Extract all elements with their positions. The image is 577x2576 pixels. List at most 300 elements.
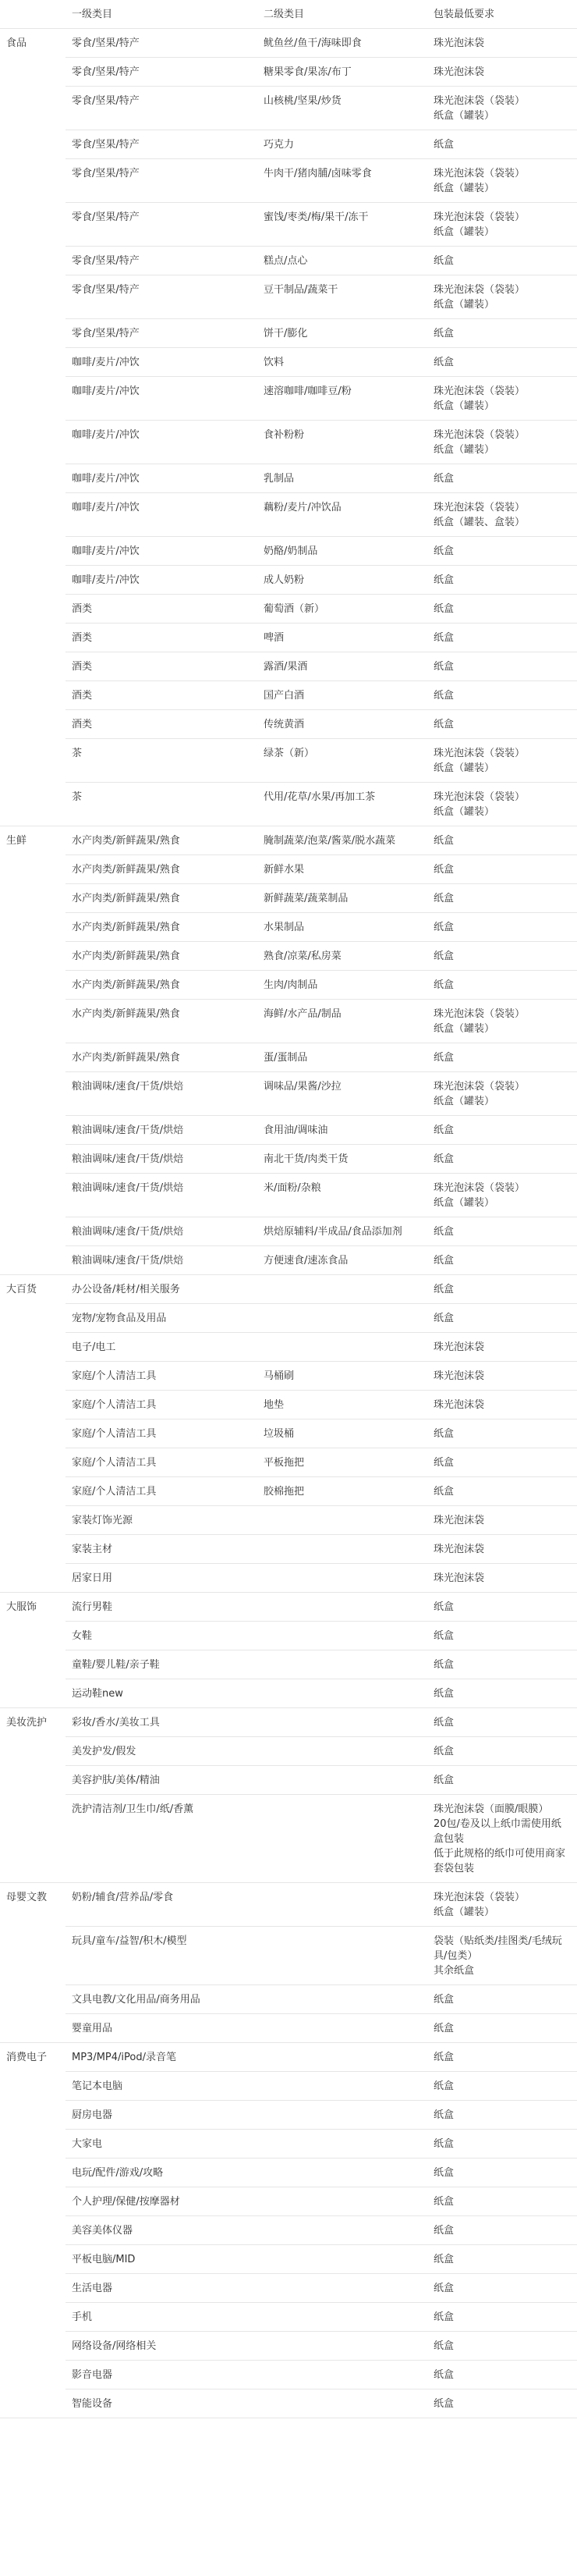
table-row: [0, 464, 577, 493]
level1-cell: 家装主材: [65, 1535, 257, 1564]
table-row: [0, 2014, 577, 2043]
level1-cell: 粮油调味/速食/干货/烘焙: [65, 1174, 257, 1217]
level1-cell: 酒类: [65, 681, 257, 710]
level1-cell: 流行男鞋: [65, 1593, 257, 1622]
level2-cell: 调味品/果酱/沙拉: [257, 1072, 427, 1116]
level1-cell: 咖啡/麦片/冲饮: [65, 566, 257, 595]
level1-cell: 办公设备/耗材/相关服务: [65, 1275, 257, 1304]
level2-cell: 方便速食/速冻食品: [257, 1246, 427, 1275]
level1-cell: 文具电教/文化用品/商务用品: [65, 1985, 257, 2014]
packaging-cell: 纸盒: [427, 971, 577, 1000]
table-row: [0, 319, 577, 348]
packaging-cell: 纸盒: [427, 710, 577, 739]
level2-cell: [257, 2332, 427, 2361]
level1-cell: 零食/坚果/特产: [65, 159, 257, 203]
table-row: [0, 1275, 577, 1304]
table-row: [0, 913, 577, 942]
level2-cell: [257, 2303, 427, 2332]
table-row: [0, 493, 577, 537]
level1-cell: 美发护发/假发: [65, 1737, 257, 1766]
table-row: [0, 58, 577, 87]
level2-cell: [257, 2101, 427, 2130]
level2-cell: [257, 2043, 427, 2072]
table-row: [0, 1217, 577, 1246]
table-row: [0, 1535, 577, 1564]
packaging-cell: 珠光泡沫袋（袋装） 纸盒（罐装）: [427, 783, 577, 826]
level2-cell: 国产白酒: [257, 681, 427, 710]
category-cell: 食品: [0, 29, 65, 826]
level1-cell: 网络设备/网络相关: [65, 2332, 257, 2361]
level2-cell: 水果制品: [257, 913, 427, 942]
packaging-cell: 纸盒: [427, 913, 577, 942]
level2-cell: [257, 1708, 427, 1737]
packaging-cell: 纸盒: [427, 2332, 577, 2361]
packaging-cell: 纸盒: [427, 464, 577, 493]
packaging-cell: 纸盒: [427, 1246, 577, 1275]
category-cell: 大百货: [0, 1275, 65, 1593]
table-row: [0, 1622, 577, 1650]
level2-cell: [257, 1766, 427, 1795]
level1-cell: 家装灯饰光源: [65, 1506, 257, 1535]
level1-cell: 水产肉类/新鲜蔬果/熟食: [65, 1043, 257, 1072]
level1-cell: 零食/坚果/特产: [65, 275, 257, 319]
level1-cell: 个人护理/保健/按摩器材: [65, 2187, 257, 2216]
packaging-cell: 珠光泡沫袋: [427, 29, 577, 58]
packaging-cell: 纸盒: [427, 1275, 577, 1304]
level1-cell: 美容美体仪器: [65, 2216, 257, 2245]
level1-cell: 女鞋: [65, 1622, 257, 1650]
level2-cell: 食补粉粉: [257, 421, 427, 464]
level2-cell: 平板拖把: [257, 1448, 427, 1477]
level2-cell: 代用/花草/水果/再加工茶: [257, 783, 427, 826]
level1-cell: 厨房电器: [65, 2101, 257, 2130]
table-row: [0, 2361, 577, 2389]
packaging-cell: 珠光泡沫袋（袋装） 纸盒（罐装）: [427, 421, 577, 464]
level2-cell: 成人奶粉: [257, 566, 427, 595]
level1-cell: 咖啡/麦片/冲饮: [65, 377, 257, 421]
level2-cell: 生肉/肉制品: [257, 971, 427, 1000]
packaging-cell: 珠光泡沫袋（面膜/眼膜） 20包/卷及以上纸巾需使用纸盒包装 低于此规格的纸巾可使用商家套袋包装: [427, 1795, 577, 1883]
table-row: [0, 275, 577, 319]
packaging-cell: 纸盒: [427, 884, 577, 913]
table-row: [0, 1391, 577, 1419]
level1-cell: 酒类: [65, 652, 257, 681]
level2-cell: 饼干/膨化: [257, 319, 427, 348]
packaging-cell: 纸盒: [427, 1043, 577, 1072]
level2-cell: 啤酒: [257, 624, 427, 652]
level1-cell: 家庭/个人清洁工具: [65, 1419, 257, 1448]
level1-cell: 家庭/个人清洁工具: [65, 1391, 257, 1419]
level2-cell: [257, 1275, 427, 1304]
level2-cell: [257, 1927, 427, 1985]
packaging-cell: 珠光泡沫袋（袋装） 纸盒（罐装）: [427, 739, 577, 783]
table-row: [0, 2101, 577, 2130]
table-row: [0, 884, 577, 913]
packaging-cell: 纸盒: [427, 1116, 577, 1145]
level1-cell: 酒类: [65, 710, 257, 739]
level2-cell: 南北干货/肉类干货: [257, 1145, 427, 1174]
level1-cell: 家庭/个人清洁工具: [65, 1477, 257, 1506]
level2-cell: 地垫: [257, 1391, 427, 1419]
level1-cell: 咖啡/麦片/冲饮: [65, 537, 257, 566]
level1-cell: 零食/坚果/特产: [65, 319, 257, 348]
table-row: [0, 2072, 577, 2101]
packaging-cell: 纸盒: [427, 2043, 577, 2072]
table-row: [0, 783, 577, 826]
level1-cell: 平板电脑/MID: [65, 2245, 257, 2274]
table-row: [0, 681, 577, 710]
level2-cell: 绿茶（新）: [257, 739, 427, 783]
level1-cell: 零食/坚果/特产: [65, 87, 257, 130]
level2-cell: [257, 2245, 427, 2274]
table-row: [0, 2303, 577, 2332]
packaging-cell: 纸盒: [427, 2130, 577, 2159]
packaging-cell: 纸盒: [427, 1708, 577, 1737]
packaging-cell: 纸盒: [427, 1737, 577, 1766]
table-row: [0, 1145, 577, 1174]
table-row: [0, 566, 577, 595]
table-row: [0, 2389, 577, 2418]
level2-cell: 豆干制品/蔬菜干: [257, 275, 427, 319]
level1-cell: 零食/坚果/特产: [65, 29, 257, 58]
level1-cell: 咖啡/麦片/冲饮: [65, 348, 257, 377]
level1-cell: 零食/坚果/特产: [65, 247, 257, 275]
level2-cell: 米/面粉/杂粮: [257, 1174, 427, 1217]
table-row: [0, 203, 577, 247]
level2-cell: 垃圾桶: [257, 1419, 427, 1448]
table-row: [0, 971, 577, 1000]
table-row: [0, 1564, 577, 1593]
packaging-cell: 珠光泡沫袋（袋装） 纸盒（罐装）: [427, 377, 577, 421]
table-row: [0, 1927, 577, 1985]
table-row: [0, 1174, 577, 1217]
level1-cell: 咖啡/麦片/冲饮: [65, 493, 257, 537]
table-row: [0, 1477, 577, 1506]
table-row: [0, 2274, 577, 2303]
level1-cell: 运动鞋new: [65, 1679, 257, 1708]
table-row: [0, 1304, 577, 1333]
level2-cell: 葡萄酒（新）: [257, 595, 427, 624]
level2-cell: [257, 2130, 427, 2159]
table-row: [0, 855, 577, 884]
table-row: [0, 1246, 577, 1275]
level1-cell: 家庭/个人清洁工具: [65, 1448, 257, 1477]
table-row: [0, 826, 577, 855]
level1-cell: 水产肉类/新鲜蔬果/熟食: [65, 971, 257, 1000]
level2-cell: 蜜饯/枣类/梅/果干/冻干: [257, 203, 427, 247]
table-row: [0, 1795, 577, 1883]
level2-cell: 乳制品: [257, 464, 427, 493]
packaging-cell: 袋装（贴纸类/挂图类/毛绒玩具/包类） 其余纸盒: [427, 1927, 577, 1985]
table-row: [0, 1043, 577, 1072]
table-row: [0, 1000, 577, 1043]
level2-cell: [257, 1506, 427, 1535]
level2-cell: [257, 1650, 427, 1679]
level2-cell: 鱿鱼丝/鱼干/海味即食: [257, 29, 427, 58]
table-row: [0, 1883, 577, 1927]
level1-cell: 玩具/童车/益智/积木/模型: [65, 1927, 257, 1985]
table-row: [0, 1362, 577, 1391]
level2-cell: 传统黄酒: [257, 710, 427, 739]
level2-cell: 胶棉拖把: [257, 1477, 427, 1506]
table-row: [0, 2159, 577, 2187]
category-cell: 消费电子: [0, 2043, 65, 2418]
packaging-cell: 纸盒: [427, 348, 577, 377]
level2-cell: [257, 1304, 427, 1333]
packaging-cell: 珠光泡沫袋: [427, 1564, 577, 1593]
level1-cell: 居家日用: [65, 1564, 257, 1593]
table-row: [0, 1448, 577, 1477]
level2-cell: [257, 2014, 427, 2043]
level1-cell: 茶: [65, 783, 257, 826]
level2-cell: 蛋/蛋制品: [257, 1043, 427, 1072]
packaging-cell: 纸盒: [427, 1766, 577, 1795]
packaging-cell: 纸盒: [427, 624, 577, 652]
table-row: [0, 87, 577, 130]
packaging-cell: 纸盒: [427, 1145, 577, 1174]
packaging-cell: 纸盒: [427, 2361, 577, 2389]
level2-cell: [257, 1737, 427, 1766]
level2-cell: 烘焙原辅料/半成品/食品添加剂: [257, 1217, 427, 1246]
table-row: [0, 1116, 577, 1145]
table-row: [0, 1419, 577, 1448]
header-packaging: 包装最低要求: [427, 0, 577, 29]
level2-cell: 藕粉/麦片/冲饮品: [257, 493, 427, 537]
category-cell: 美妆洗护: [0, 1708, 65, 1883]
level1-cell: 粮油调味/速食/干货/烘焙: [65, 1145, 257, 1174]
table-row: [0, 739, 577, 783]
packaging-cell: 纸盒: [427, 855, 577, 884]
table-row: [0, 1679, 577, 1708]
packaging-cell: 珠光泡沫袋: [427, 1362, 577, 1391]
level2-cell: 牛肉干/猪肉脯/卤味零食: [257, 159, 427, 203]
level1-cell: 粮油调味/速食/干货/烘焙: [65, 1246, 257, 1275]
level1-cell: 水产肉类/新鲜蔬果/熟食: [65, 884, 257, 913]
packaging-cell: 纸盒: [427, 681, 577, 710]
level1-cell: 零食/坚果/特产: [65, 58, 257, 87]
packaging-cell: 纸盒: [427, 2216, 577, 2245]
level1-cell: 零食/坚果/特产: [65, 203, 257, 247]
packaging-cell: 珠光泡沫袋（袋装） 纸盒（罐装）: [427, 275, 577, 319]
packaging-cell: 纸盒: [427, 319, 577, 348]
packaging-cell: 珠光泡沫袋（袋装） 纸盒（罐装）: [427, 87, 577, 130]
table-row: [0, 652, 577, 681]
level2-cell: 糖果零食/果冻/布丁: [257, 58, 427, 87]
level1-cell: 零食/坚果/特产: [65, 130, 257, 159]
packaging-cell: 纸盒: [427, 130, 577, 159]
level1-cell: 美容护肤/美体/精油: [65, 1766, 257, 1795]
level2-cell: 食用油/调味油: [257, 1116, 427, 1145]
level1-cell: 洗护清洁剂/卫生巾/纸/香薰: [65, 1795, 257, 1883]
packaging-cell: 珠光泡沫袋: [427, 1506, 577, 1535]
level2-cell: [257, 1593, 427, 1622]
level1-cell: 彩妆/香水/美妆工具: [65, 1708, 257, 1737]
packaging-cell: 纸盒: [427, 2245, 577, 2274]
packaging-cell: 珠光泡沫袋（袋装） 纸盒（罐装）: [427, 1174, 577, 1217]
packaging-cell: 纸盒: [427, 2274, 577, 2303]
level1-cell: 家庭/个人清洁工具: [65, 1362, 257, 1391]
level2-cell: [257, 1985, 427, 2014]
category-cell: 母婴文教: [0, 1883, 65, 2043]
level1-cell: 咖啡/麦片/冲饮: [65, 464, 257, 493]
level1-cell: 水产肉类/新鲜蔬果/熟食: [65, 942, 257, 971]
level2-cell: [257, 2274, 427, 2303]
packaging-cell: 纸盒: [427, 2014, 577, 2043]
level2-cell: [257, 2216, 427, 2245]
level2-cell: [257, 1333, 427, 1362]
level2-cell: 山核桃/坚果/炒货: [257, 87, 427, 130]
table-row: [0, 1650, 577, 1679]
level2-cell: [257, 1622, 427, 1650]
table-row: [0, 2216, 577, 2245]
table-row: [0, 2043, 577, 2072]
table-row: [0, 377, 577, 421]
table-row: [0, 1766, 577, 1795]
table-row: [0, 624, 577, 652]
packaging-cell: 纸盒: [427, 1622, 577, 1650]
header-category: [0, 0, 65, 29]
level2-cell: 新鲜水果: [257, 855, 427, 884]
packaging-cell: 纸盒: [427, 1217, 577, 1246]
packaging-cell: 纸盒: [427, 2072, 577, 2101]
packaging-cell: 纸盒: [427, 1448, 577, 1477]
table-row: [0, 130, 577, 159]
packaging-cell: 纸盒: [427, 537, 577, 566]
level1-cell: 水产肉类/新鲜蔬果/熟食: [65, 1000, 257, 1043]
table-row: [0, 2187, 577, 2216]
level2-cell: [257, 2361, 427, 2389]
packaging-cell: 纸盒: [427, 1304, 577, 1333]
packaging-cell: 纸盒: [427, 2303, 577, 2332]
level1-cell: 粮油调味/速食/干货/烘焙: [65, 1217, 257, 1246]
level1-cell: 咖啡/麦片/冲饮: [65, 421, 257, 464]
packaging-cell: 纸盒: [427, 2187, 577, 2216]
packaging-cell: 珠光泡沫袋（袋装） 纸盒（罐装）: [427, 1883, 577, 1927]
table-row: [0, 942, 577, 971]
level1-cell: 酒类: [65, 595, 257, 624]
packaging-cell: 珠光泡沫袋（袋装） 纸盒（罐装）: [427, 1072, 577, 1116]
level1-cell: 酒类: [65, 624, 257, 652]
table-row: [0, 595, 577, 624]
level2-cell: 糕点/点心: [257, 247, 427, 275]
level1-cell: 智能设备: [65, 2389, 257, 2418]
level2-cell: 巧克力: [257, 130, 427, 159]
level1-cell: 电玩/配件/游戏/攻略: [65, 2159, 257, 2187]
level2-cell: [257, 2072, 427, 2101]
packaging-cell: 纸盒: [427, 1650, 577, 1679]
level2-cell: [257, 2187, 427, 2216]
table-row: [0, 2332, 577, 2361]
packaging-cell: 珠光泡沫袋（袋装） 纸盒（罐装、盒装）: [427, 493, 577, 537]
level1-cell: 童鞋/婴儿鞋/亲子鞋: [65, 1650, 257, 1679]
level2-cell: [257, 1883, 427, 1927]
table-row: [0, 2245, 577, 2274]
level2-cell: [257, 1795, 427, 1883]
table-row: [0, 1506, 577, 1535]
table-row: [0, 1737, 577, 1766]
level2-cell: 新鲜蔬菜/蔬菜制品: [257, 884, 427, 913]
packaging-cell: 纸盒: [427, 942, 577, 971]
table-row: [0, 1708, 577, 1737]
packaging-cell: 纸盒: [427, 1477, 577, 1506]
packaging-cell: 纸盒: [427, 2101, 577, 2130]
level1-cell: 影音电器: [65, 2361, 257, 2389]
packaging-cell: 纸盒: [427, 652, 577, 681]
level1-cell: 水产肉类/新鲜蔬果/熟食: [65, 826, 257, 855]
level1-cell: 大家电: [65, 2130, 257, 2159]
packaging-cell: 纸盒: [427, 826, 577, 855]
level1-cell: 水产肉类/新鲜蔬果/熟食: [65, 855, 257, 884]
level1-cell: 电子/电工: [65, 1333, 257, 1362]
level1-cell: 粮油调味/速食/干货/烘焙: [65, 1072, 257, 1116]
table-row: [0, 537, 577, 566]
header-level2: 二级类目: [257, 0, 427, 29]
level1-cell: 生活电器: [65, 2274, 257, 2303]
table-row: [0, 1072, 577, 1116]
packaging-cell: 纸盒: [427, 1985, 577, 2014]
table-row: [0, 29, 577, 58]
packaging-cell: 珠光泡沫袋: [427, 58, 577, 87]
level2-cell: 露酒/果酒: [257, 652, 427, 681]
category-cell: 大服饰: [0, 1593, 65, 1708]
level2-cell: 熟食/凉菜/私房菜: [257, 942, 427, 971]
level2-cell: 腌制蔬菜/泡菜/酱菜/脱水蔬菜: [257, 826, 427, 855]
level1-cell: 奶粉/辅食/营养品/零食: [65, 1883, 257, 1927]
level2-cell: [257, 2159, 427, 2187]
packaging-cell: 纸盒: [427, 1593, 577, 1622]
level1-cell: MP3/MP4/iPod/录音笔: [65, 2043, 257, 2072]
packaging-cell: 珠光泡沫袋: [427, 1391, 577, 1419]
table-row: [0, 2130, 577, 2159]
table-row: [0, 710, 577, 739]
packaging-cell: 纸盒: [427, 1419, 577, 1448]
level2-cell: 饮料: [257, 348, 427, 377]
level2-cell: 马桶刷: [257, 1362, 427, 1391]
packaging-cell: 纸盒: [427, 2389, 577, 2418]
level1-cell: 粮油调味/速食/干货/烘焙: [65, 1116, 257, 1145]
packaging-cell: 珠光泡沫袋: [427, 1333, 577, 1362]
level2-cell: [257, 1679, 427, 1708]
packaging-cell: 珠光泡沫袋（袋装） 纸盒（罐装）: [427, 203, 577, 247]
table-row: [0, 1593, 577, 1622]
level2-cell: [257, 1564, 427, 1593]
level2-cell: [257, 1535, 427, 1564]
table-row: [0, 348, 577, 377]
packaging-cell: 珠光泡沫袋: [427, 1535, 577, 1564]
table-row: [0, 159, 577, 203]
level1-cell: 茶: [65, 739, 257, 783]
table-row: [0, 1333, 577, 1362]
packaging-cell: 纸盒: [427, 2159, 577, 2187]
table-row: [0, 247, 577, 275]
header-row: [0, 0, 577, 29]
packaging-cell: 纸盒: [427, 1679, 577, 1708]
level2-cell: 海鲜/水产品/制品: [257, 1000, 427, 1043]
table-body: [0, 29, 577, 2418]
level1-cell: 宠物/宠物食品及用品: [65, 1304, 257, 1333]
level1-cell: 水产肉类/新鲜蔬果/熟食: [65, 913, 257, 942]
level1-cell: 婴童用品: [65, 2014, 257, 2043]
packaging-cell: 纸盒: [427, 595, 577, 624]
table-row: [0, 421, 577, 464]
header-level1: 一级类目: [65, 0, 257, 29]
level2-cell: 奶酪/奶制品: [257, 537, 427, 566]
level1-cell: 笔记本电脑: [65, 2072, 257, 2101]
packaging-cell: 纸盒: [427, 566, 577, 595]
table-row: [0, 1985, 577, 2014]
level2-cell: 速溶咖啡/咖啡豆/粉: [257, 377, 427, 421]
level2-cell: [257, 2389, 427, 2418]
